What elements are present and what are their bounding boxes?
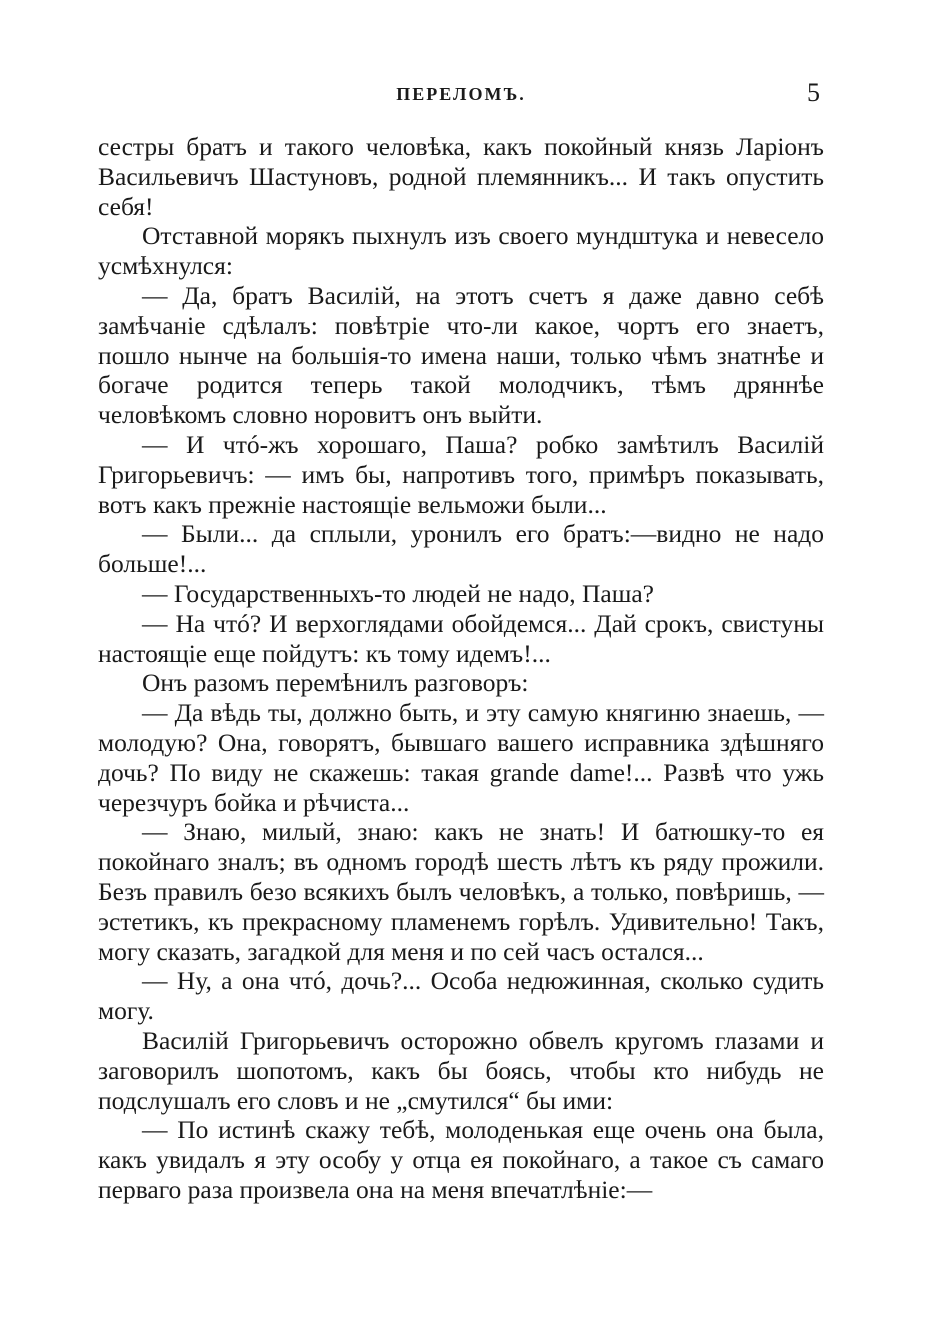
dialogue-paragraph: — Государственныхъ-то людей не надо, Паша? (142, 578, 654, 608)
dialogue-paragraph: — Да вѣдь ты, должно быть, и эту самую княгиню знаешь, — молодую? Она, говорятъ, бывшаго вашего исправника здѣшняго дочь? По виду не скажешь: такая grande dame!... Развѣ что ужь черезчуръ бойка и рѣчиста... (98, 698, 824, 817)
paragraph: Василій Григорьевичъ осторожно обвелъ кругомъ глазами и заговорилъ шопотомъ, какъ бы боясь, чтобы кто нибудь не подслушалъ его словъ и не „смутился“ бы ими: (98, 1025, 824, 1115)
dialogue-paragraph: — Были... да сплыли, уронилъ его братъ:—видно не надо больше!... (98, 519, 824, 579)
dialogue-paragraph: — На чтó? И верхоглядами обойдемся... Дай срокъ, свистуны настоящіе еще пойдутъ: къ тому идемъ!... (98, 608, 824, 668)
paragraph-continued: сестры братъ и такого человѣка, какъ покойный князь Ларіонъ Васильевичъ Шастуновъ, родной племянникъ... И такъ опустить себя! (98, 132, 824, 221)
paragraph: Онъ разомъ перемѣнилъ разговоръ: (142, 668, 529, 698)
running-title: ПЕРЕЛОМЪ. (396, 84, 526, 104)
page-number: 5 (807, 78, 820, 107)
dialogue-paragraph: — Ну, а она чтó, дочь?... Особа недюжинная, сколько судить могу. (98, 966, 824, 1026)
dialogue-paragraph: — И чтó-жъ хорошаго, Паша? робко замѣтилъ Василій Григорьевичъ: — имъ бы, напротивъ того, примѣръ показывать, вотъ какъ прежніе настоящіе вельможи были... (98, 429, 824, 519)
body-text (98, 132, 824, 1205)
dialogue-paragraph: — Да, братъ Василій, на этотъ счетъ я даже давно себѣ замѣчаніе сдѣлалъ: повѣтріе что-ли какое, чортъ его знаетъ, пошло нынче на большія-то имена наши, только чѣмъ знатнѣе и богаче родится теперь такой молодчикъ, тѣмъ дряннѣе человѣкомъ словно норовитъ онъ выйти. (98, 280, 824, 430)
paragraph: Отставной морякъ пыхнулъ изъ своего мундштука и невесело усмѣхнулся: (98, 221, 824, 281)
dialogue-paragraph: — По истинѣ скажу тебѣ, молоденькая еще очень она была, какъ увидалъ я эту особу у отца ея покойнаго, а такое съ самаго перваго раза произвела она на меня впечатлѣніе:— (98, 1115, 824, 1204)
running-head (98, 78, 824, 112)
dialogue-paragraph: — Знаю, милый, знаю: какъ не знать! И батюшку-то ея покойнаго зналъ; въ одномъ городѣ шесть лѣтъ къ ряду прожили. Безъ правилъ безо всякихъ былъ человѣкъ, а только, повѣришь, — эстетикъ, къ прекрасному пламенемъ горѣлъ. Удивительно! Такъ, могу сказать, загадкой для меня и по сей часъ остался... (98, 817, 824, 966)
